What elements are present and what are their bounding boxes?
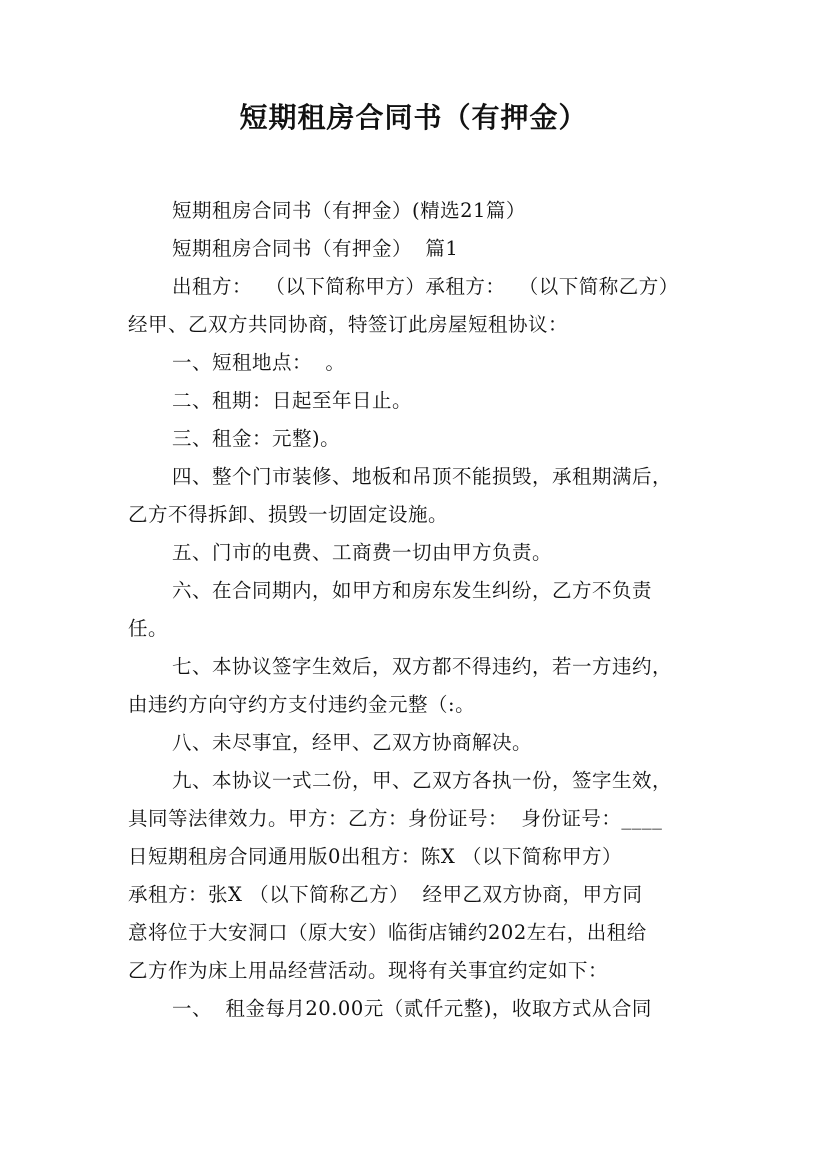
text-line: 短期租房合同书（有押金） 篇1 — [172, 237, 459, 260]
text-line: 任。 — [128, 617, 169, 640]
text-line: 承租方：张X （以下简称乙方） 经甲乙双方协商，甲方同 — [128, 883, 643, 906]
text-line: 意将位于大安洞口（原大安）临街店铺约202左右，出租给 — [128, 921, 647, 944]
text-line: 日短期租房合同通用版0出租方：陈X （以下简称甲方） — [128, 845, 622, 868]
text-line: 一、短租地点： 。 — [172, 351, 346, 374]
text-line: 出租方： （以下简称甲方）承租方： （以下简称乙方） — [172, 275, 679, 298]
text-line: 二、租期：日起至年日止。 — [172, 389, 413, 412]
text-line: 五、门市的电费、工商费一切由甲方负责。 — [172, 541, 553, 564]
text-line: 八、未尽事宜，经甲、乙双方协商解决。 — [172, 731, 533, 754]
text-line: 四、整个门市装修、地板和吊顶不能损毁，承租期满后， — [172, 465, 673, 488]
text-line: 七、本协议签字生效后，双方都不得违约，若一方违约， — [172, 655, 673, 678]
text-line: 乙方不得拆卸、损毁一切固定设施。 — [128, 503, 449, 526]
text-line: 一、 租金每月20.00元（贰仟元整)，收取方式从合同 — [172, 997, 652, 1020]
text-line: 短期租房合同书（有押金）(精选21篇） — [172, 199, 526, 222]
document-title: 短期租房合同书（有押金） — [239, 101, 588, 134]
text-line: 具同等法律效力。甲方：乙方：身份证号： 身份证号：____ — [128, 807, 663, 830]
text-line: 三、租金：元整)。 — [172, 427, 341, 450]
text-line: 经甲、乙双方共同协商，特签订此房屋短租协议： — [128, 313, 569, 336]
document-body — [128, 192, 704, 1028]
text-line: 六、在合同期内，如甲方和房东发生纠纷，乙方不负责 — [172, 579, 653, 602]
text-line: 由违约方向守约方支付违约金元整（:。 — [128, 693, 476, 716]
text-line: 乙方作为床上用品经营活动。现将有关事宜约定如下： — [128, 959, 609, 982]
text-line: 九、本协议一式二份，甲、乙双方各执一份，签字生效， — [172, 769, 673, 792]
